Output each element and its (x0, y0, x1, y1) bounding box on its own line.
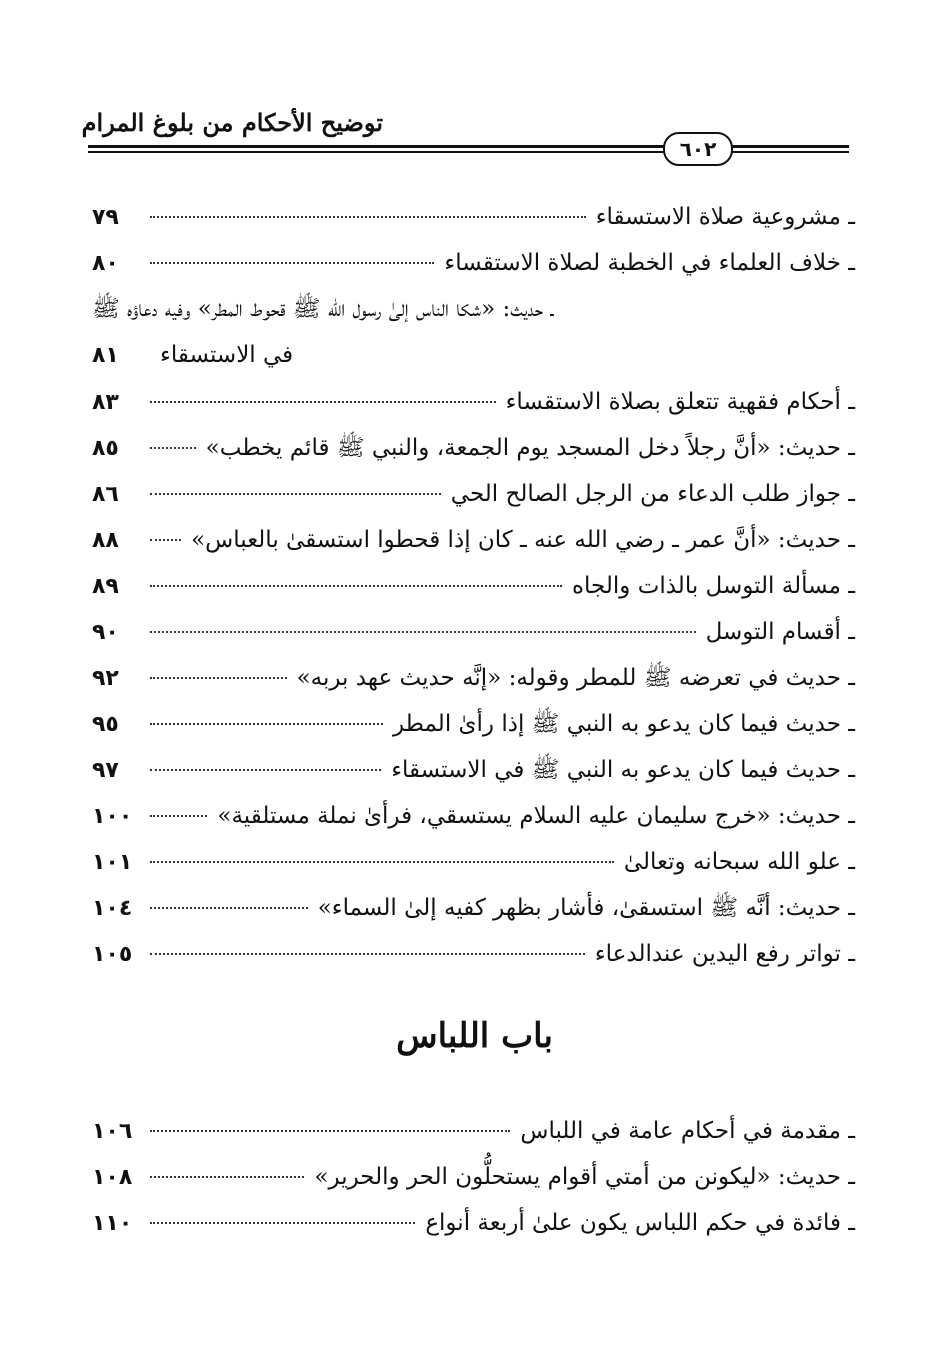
toc-entry-page: ٨٨ (92, 528, 119, 553)
toc-entry[interactable] (92, 701, 855, 747)
toc-entry-page: ٨٠ (92, 251, 119, 276)
page-number: ٦٠٢ (663, 132, 733, 166)
toc-entry-page: ٨١ (92, 343, 119, 368)
toc-entry[interactable] (92, 1108, 855, 1154)
toc-entry-page: ٩٢ (92, 666, 119, 691)
dot-leader (150, 1176, 304, 1178)
toc-entry-page: ١١٠ (92, 1211, 133, 1236)
toc-entry-page: ٩٧ (92, 758, 119, 783)
toc-entry-title: ـ تواتر رفع اليدين عندالدعاء (594, 941, 855, 967)
section-heading: باب اللباس (396, 1016, 553, 1056)
toc-entry-title: ـ حديث: «أنَّ رجلاً دخل المسجد يوم الجمعة، والنبي ﷺ قائم يخطب» (205, 435, 855, 461)
toc-entry-title: ـ فائدة في حكم اللباس يكون علىٰ أربعة أنواع (425, 1210, 855, 1236)
dot-leader (150, 401, 496, 403)
toc-entry[interactable] (92, 286, 855, 379)
toc-entry-title: ـ علو الله سبحانه وتعالىٰ (623, 849, 855, 875)
toc-entry-page: ١٠٨ (92, 1165, 133, 1190)
toc-entry[interactable] (92, 1154, 855, 1200)
toc-entry-title: ـ حديث فيما كان يدعو به النبي ﷺ في الاستسقاء (391, 757, 855, 783)
dot-leader (150, 677, 287, 679)
table-of-contents-section (92, 1108, 855, 1246)
dot-leader (150, 1222, 415, 1224)
dot-leader (150, 585, 562, 587)
toc-entry[interactable] (92, 747, 855, 793)
header-rule-thin (88, 151, 849, 153)
table-of-contents (92, 194, 855, 977)
toc-entry[interactable] (92, 1200, 855, 1246)
toc-entry-title: ـ جواز طلب الدعاء من الرجل الصالح الحي (450, 481, 855, 507)
toc-entry[interactable] (92, 655, 855, 701)
toc-entry[interactable] (92, 885, 855, 931)
toc-entry-title: ـ حديث: «شكا الناس إلىٰ رسول الله ﷺ قحوط المطر» وفيه دعاؤه ﷺ (92, 296, 554, 322)
toc-entry-title: ـ حديث: أنَّه ﷺ استسقىٰ، فأشار بظهر كفيه إلىٰ السماء» (317, 895, 855, 921)
toc-entry-page: ٩٥ (92, 712, 119, 737)
toc-entry-title: ـ حديث: «أنَّ عمر ـ رضي الله عنه ـ كان إذا قحطوا استسقىٰ بالعباس» (191, 527, 855, 553)
toc-entry-title: ـ خلاف العلماء في الخطبة لصلاة الاستقساء (444, 250, 855, 276)
dot-leader (150, 262, 434, 264)
toc-entry[interactable] (92, 471, 855, 517)
toc-entry-page: ٨٥ (92, 436, 119, 461)
dot-leader (150, 1130, 510, 1132)
toc-entry[interactable] (92, 931, 855, 977)
toc-entry-page: ٧٩ (92, 205, 119, 230)
toc-entry[interactable] (92, 563, 855, 609)
toc-entry[interactable] (92, 839, 855, 885)
toc-entry[interactable] (92, 240, 855, 286)
dot-leader (150, 723, 383, 725)
toc-entry-title: ـ مقدمة في أحكام عامة في اللباس (520, 1118, 855, 1144)
toc-entry-title: ـ حديث: «خرج سليمان عليه السلام يستسقي، فرأىٰ نملة مستلقية» (217, 803, 855, 829)
toc-entry-page: ٨٣ (92, 390, 119, 415)
toc-entry-title: ـ حديث: «ليكونن من أمتي أقوام يستحلُّون الحر والحرير» (314, 1164, 855, 1190)
dot-leader (150, 907, 308, 909)
toc-entry-page: ١٠٠ (92, 804, 133, 829)
toc-entry-page: ٨٦ (92, 482, 119, 507)
dot-leader (150, 769, 381, 771)
book-title: توضيح الأحكام من بلوغ المرام (81, 108, 383, 137)
toc-entry-title: ـ أقسام التوسل (705, 619, 855, 645)
toc-entry-page: ٨٩ (92, 574, 119, 599)
dot-leader (150, 447, 196, 449)
toc-entry-title: ـ أحكام فقهية تتعلق بصلاة الاستقساء (505, 389, 855, 415)
toc-entry-page: ٩٠ (92, 620, 119, 645)
toc-entry[interactable] (92, 194, 855, 240)
toc-entry[interactable] (92, 793, 855, 839)
dot-leader (150, 815, 207, 817)
toc-entry-title: ـ حديث في تعرضه ﷺ للمطر وقوله: «إنَّه حديث عهد بربه» (296, 665, 855, 691)
toc-entry[interactable] (92, 609, 855, 655)
toc-entry[interactable] (92, 425, 855, 471)
dot-leader (150, 953, 585, 955)
dot-leader (150, 539, 181, 541)
toc-entry-page: ١٠١ (92, 850, 133, 875)
toc-entry-title: ـ حديث فيما كان يدعو به النبي ﷺ إذا رأىٰ المطر (392, 711, 855, 737)
toc-entry-title: ـ مسألة التوسل بالذات والجاه (571, 573, 855, 599)
dot-leader (150, 216, 586, 218)
dot-leader (150, 631, 696, 633)
toc-entry[interactable] (92, 517, 855, 563)
toc-entry-title-continuation: في الاستسقاء (160, 342, 294, 368)
toc-entry-title: ـ مشروعية صلاة الاستسقاء (595, 204, 855, 230)
dot-leader (150, 861, 614, 863)
toc-entry-page: ١٠٦ (92, 1119, 133, 1144)
toc-entry[interactable] (92, 379, 855, 425)
dot-leader (150, 493, 441, 495)
toc-entry-page: ١٠٤ (92, 896, 133, 921)
header-rule (88, 145, 849, 148)
toc-entry-page: ١٠٥ (92, 942, 133, 967)
